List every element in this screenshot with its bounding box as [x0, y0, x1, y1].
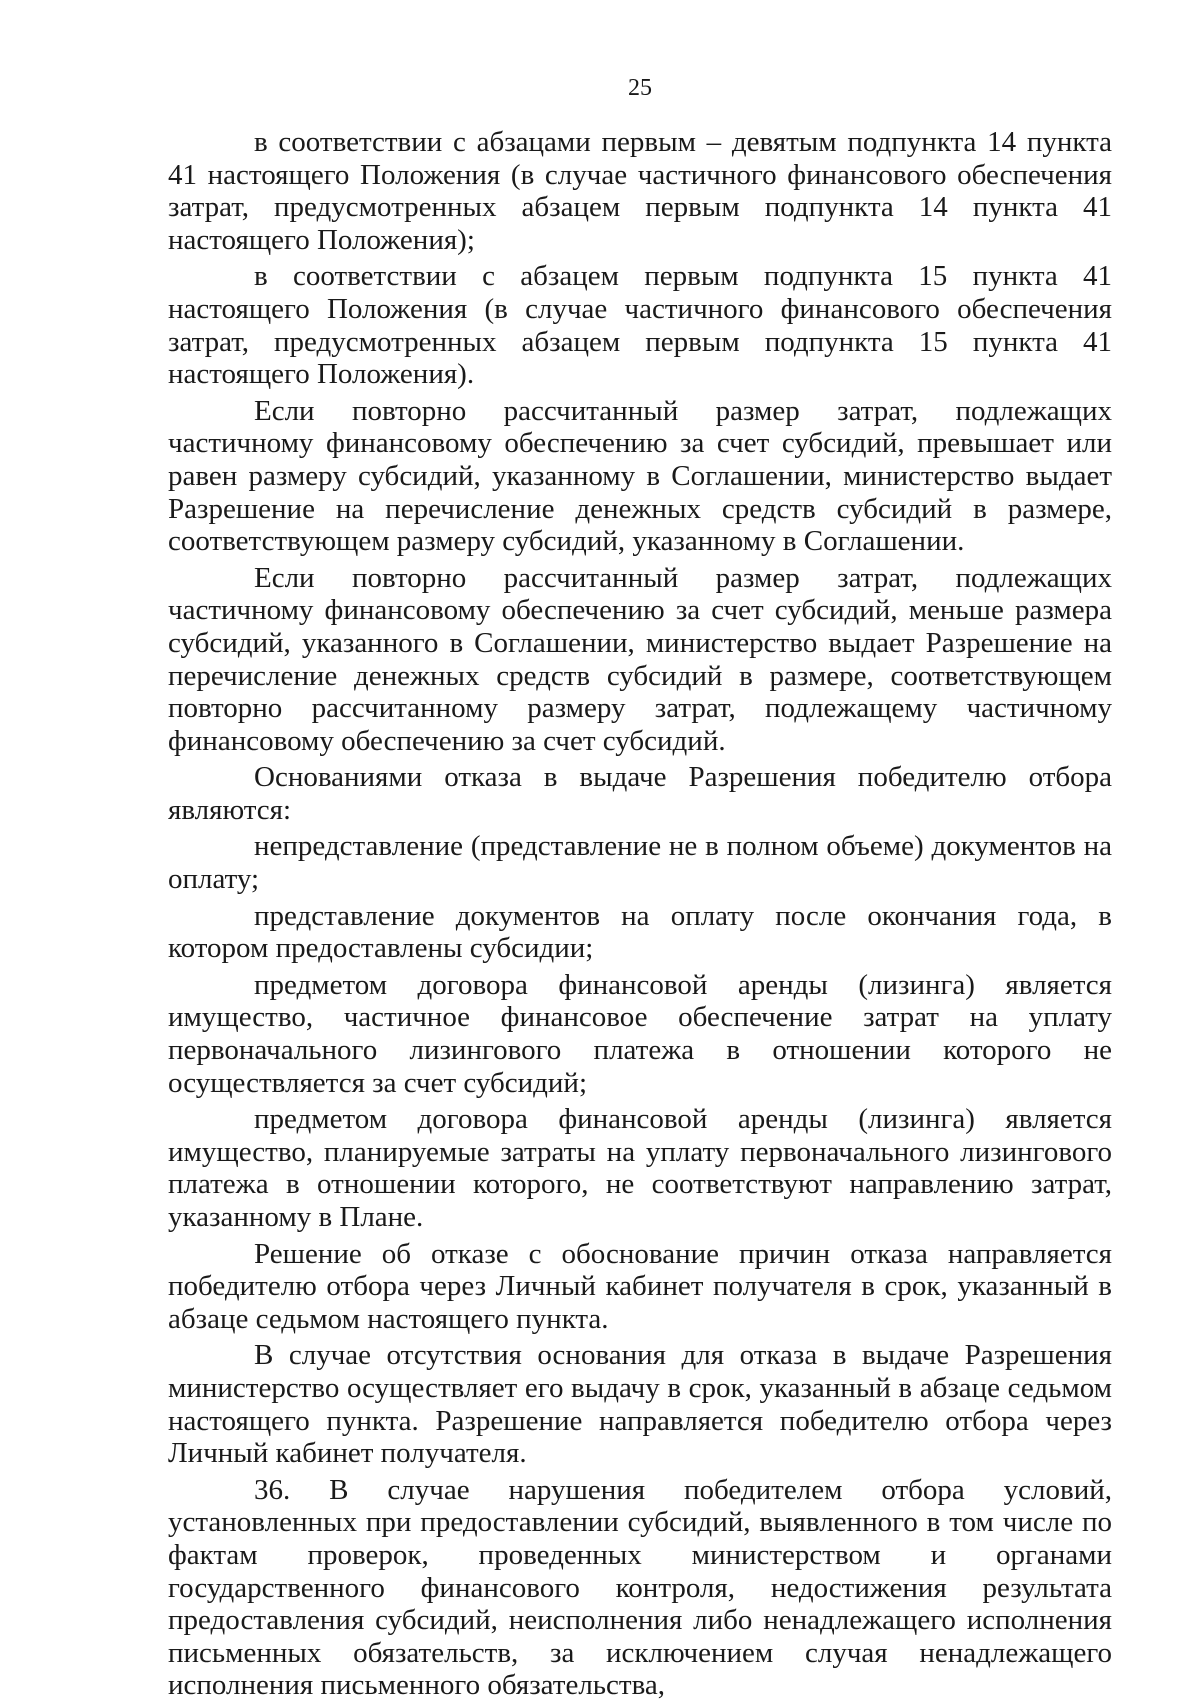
section-36-paragraph: 36. В случае нарушения победителем отбора условий, установленных при предоставлении субсидий, выявленного в том числе по фактам проверок, проведенных министерством и органами государственного финансового контроля, недостижения результата предоставления субсидий, неисполнения либо ненадлежащего исполнения письменных обязательств, за исключением случая ненадлежащего исполнения письменного обязательства,: [168, 1473, 1112, 1702]
paragraph: представление документов на оплату после окончания года, в котором предоставлены субсидии;: [168, 899, 1112, 965]
paragraph: Основаниями отказа в выдаче Разрешения победителю отбора являются:: [168, 761, 1112, 826]
paragraph: Если повторно рассчитанный размер затрат, подлежащих частичному финансовому обеспечению за счет субсидий, превышает или равен размеру субсидий, указанному в Соглашении, министерство выдает Разрешение на перечисление денежных средств субсидий в размере, соответствующем размеру субсидий, указанному в Соглашении.: [168, 394, 1112, 558]
page-number: 25: [628, 75, 652, 101]
paragraph: непредставление (представление не в полном объеме) документов на оплату;: [168, 830, 1112, 896]
paragraph: Если повторно рассчитанный размер затрат, подлежащих частичному финансовому обеспечению за счет субсидий, меньше размера субсидий, указанного в Соглашении, министерство выдает Разрешение на перечисление денежных средств субсидий в размере, соответствующем повторно рассчитанному размеру затрат, подлежащему частичному финансовому обеспечению за счет субсидий.: [168, 561, 1112, 757]
paragraph: предметом договора финансовой аренды (лизинга) является имущество, частичное финансовое обеспечение затрат на уплату первоначального лизингового платежа в отношении которого не осуществляется за счет субсидий;: [168, 968, 1112, 1099]
document-body: [168, 126, 1112, 1702]
paragraph: предметом договора финансовой аренды (лизинга) является имущество, планируемые затраты на уплату первоначального лизингового платежа в отношении которого, не соответствуют направлению затрат, указанному в Плане.: [168, 1103, 1112, 1233]
paragraph: в соответствии с абзацем первым подпункта 15 пункта 41 настоящего Положения (в случае частичного финансового обеспечения затрат, предусмотренных абзацем первым подпункта 15 пункта 41 настоящего Положения).: [168, 260, 1112, 391]
paragraph: Решение об отказе с обоснование причин отказа направляется победителю отбора через Личный кабинет получателя в срок, указанный в абзаце седьмом настоящего пункта.: [168, 1237, 1112, 1335]
paragraph: В случае отсутствия основания для отказа в выдаче Разрешения министерство осуществляет его выдачу в срок, указанный в абзаце седьмом настоящего пункта. Разрешение направляется победителю отбора через Личный кабинет получателя.: [168, 1339, 1112, 1470]
paragraph: в соответствии с абзацами первым – девятым подпункта 14 пункта 41 настоящего Положения (в случае частичного финансового обеспечения затрат, предусмотренных абзацем первым подпункта 14 пункта 41 настоящего Положения);: [168, 126, 1112, 256]
